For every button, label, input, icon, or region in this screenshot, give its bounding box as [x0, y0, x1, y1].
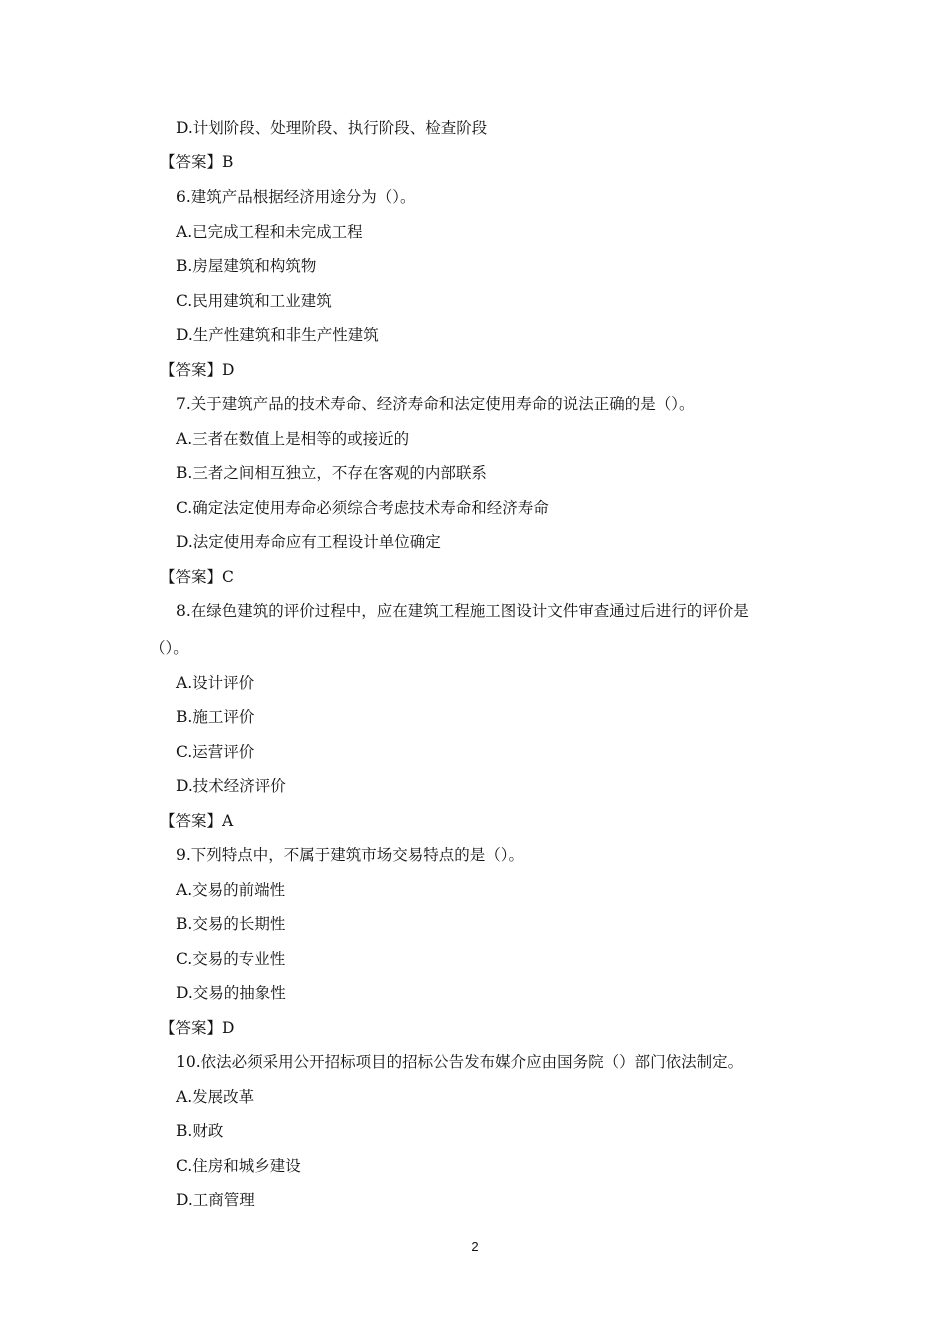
answer-text: 【答案】A — [160, 812, 234, 830]
answer-text: 【答案】D — [160, 361, 235, 379]
option-text: C.确定法定使用寿命必须综合考虑技术寿命和经济寿命 — [176, 499, 549, 517]
option-text: D.技术经济评价 — [176, 777, 286, 795]
option-text: D.工商管理 — [176, 1191, 255, 1209]
question-text: 8.在绿色建筑的评价过程中，应在建筑工程施工图设计文件审查通过后进行的评价是 — [176, 602, 749, 620]
option-text: B.施工评价 — [176, 708, 255, 726]
page-number: 2 — [471, 1239, 479, 1254]
option-text: C.民用建筑和工业建筑 — [176, 292, 332, 310]
question-text: 6.建筑产品根据经济用途分为（）。 — [176, 188, 416, 206]
question-continuation: （）。 — [150, 639, 189, 657]
option-text: A.已完成工程和未完成工程 — [176, 223, 363, 241]
option-text: A.交易的前端性 — [176, 881, 286, 899]
option-text: A.发展改革 — [176, 1088, 255, 1106]
option-text: A.设计评价 — [176, 674, 255, 692]
option-text: A.三者在数值上是相等的或接近的 — [176, 430, 410, 448]
question-text: 9.下列特点中，不属于建筑市场交易特点的是（）。 — [176, 846, 525, 864]
question-text: 7.关于建筑产品的技术寿命、经济寿命和法定使用寿命的说法正确的是（）。 — [176, 395, 695, 413]
option-text: C.运营评价 — [176, 743, 255, 761]
option-text: B.财政 — [176, 1122, 224, 1140]
option-text: D.法定使用寿命应有工程设计单位确定 — [176, 533, 441, 551]
answer-text: 【答案】B — [160, 153, 234, 171]
option-text: B.交易的长期性 — [176, 915, 286, 933]
option-text: D.计划阶段、处理阶段、执行阶段、检查阶段 — [176, 119, 488, 137]
option-text: D.生产性建筑和非生产性建筑 — [176, 326, 379, 344]
option-text: C.住房和城乡建设 — [176, 1157, 301, 1175]
answer-text: 【答案】C — [160, 568, 234, 586]
answer-text: 【答案】D — [160, 1019, 235, 1037]
option-text: B.三者之间相互独立，不存在客观的内部联系 — [176, 464, 487, 482]
option-text: C.交易的专业性 — [176, 950, 286, 968]
option-text: B.房屋建筑和构筑物 — [176, 257, 317, 275]
question-text: 10.依法必须采用公开招标项目的招标公告发布媒介应由国务院（）部门依法制定。 — [176, 1053, 744, 1071]
option-text: D.交易的抽象性 — [176, 984, 286, 1002]
